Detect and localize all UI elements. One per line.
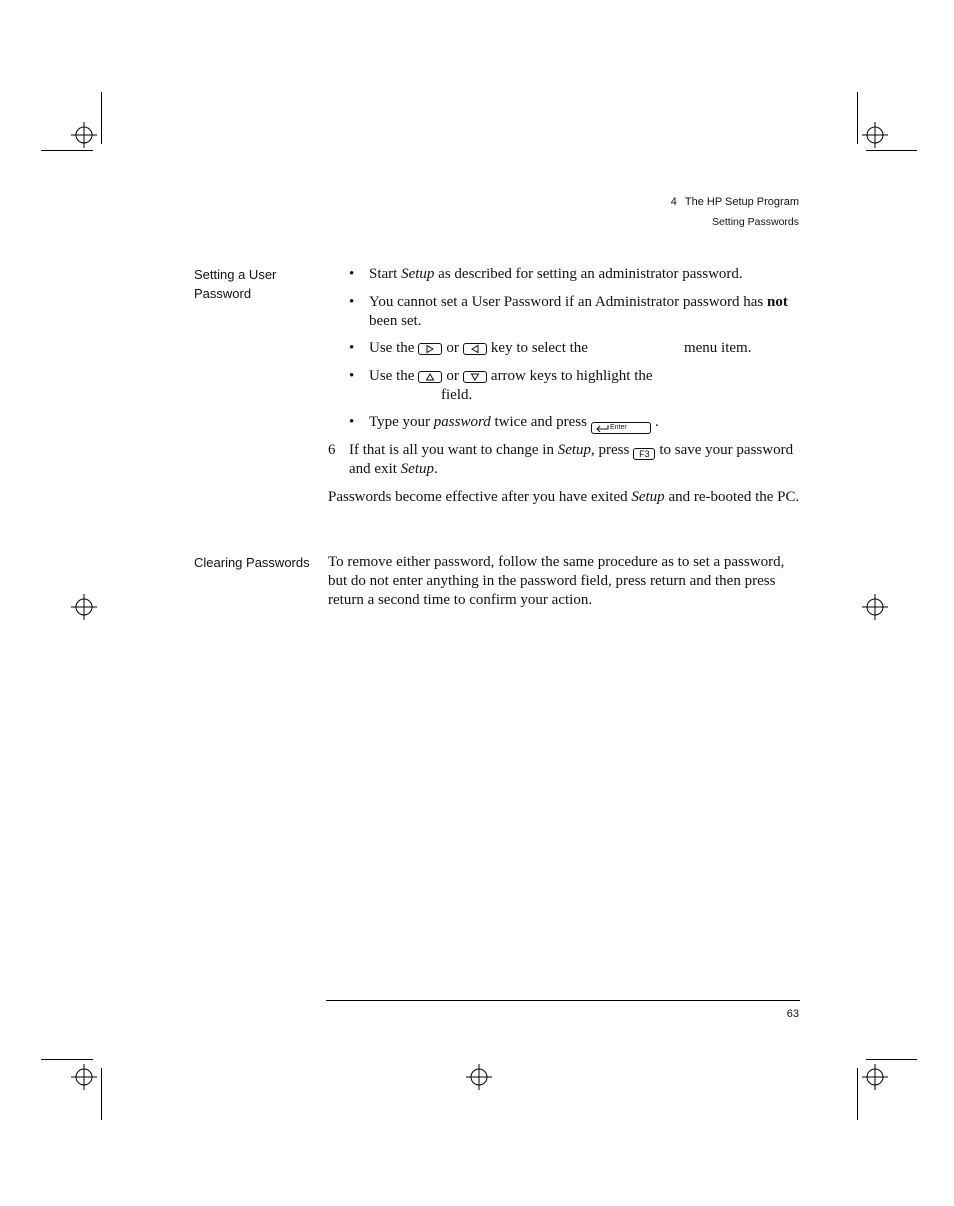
page-number: 63 — [786, 1008, 799, 1020]
registration-mark-icon — [71, 1064, 97, 1090]
right-arrow-key-icon — [418, 343, 442, 355]
up-arrow-key-icon — [418, 371, 442, 383]
text-run: field. — [441, 387, 473, 403]
password-emphasis: password — [433, 414, 491, 430]
list-item-text — [369, 293, 809, 331]
registration-mark-icon — [71, 122, 97, 148]
text-run: Passwords become effective after you have exited — [328, 489, 632, 505]
enter-key-label: Enter — [609, 424, 627, 431]
setup-emphasis: Setup — [401, 266, 435, 282]
bullet-glyph: • — [349, 414, 355, 430]
text-run: . — [654, 414, 659, 430]
left-arrow-key-icon — [463, 343, 487, 355]
paragraph — [328, 488, 800, 507]
heading-line: Password — [194, 286, 252, 301]
text-run: as described for setting an administrator password. — [434, 266, 743, 282]
registration-mark-icon — [862, 1064, 888, 1090]
text-run: and re-booted the PC. — [664, 489, 800, 505]
section-heading-user-password — [194, 265, 314, 303]
text-run: You cannot set a User Password if an Administrator password has — [369, 294, 768, 310]
text-run: If that is all you want to change in — [349, 442, 558, 458]
text-run: been set. — [369, 313, 422, 329]
setup-emphasis: Setup — [557, 442, 592, 458]
registration-mark-icon — [862, 594, 888, 620]
heading-line: Setting a User — [194, 267, 277, 282]
text-run: Type your — [369, 414, 434, 430]
setup-emphasis: Setup — [631, 489, 665, 505]
text-run: twice and press — [490, 414, 587, 430]
registration-mark-icon — [466, 1064, 492, 1090]
text-run: Use the — [369, 340, 415, 356]
list-item-text — [369, 265, 809, 284]
text-run: or — [446, 368, 459, 384]
list-item-text — [369, 367, 809, 405]
text-run: key to select the — [490, 340, 588, 356]
registration-mark-icon — [862, 122, 888, 148]
step-number: 6 — [328, 442, 336, 458]
bullet-glyph: • — [349, 294, 355, 310]
text-run: Use the — [369, 368, 415, 384]
text-run: . — [433, 461, 438, 477]
bullet-glyph: • — [349, 340, 355, 356]
crop-mark-top-left-horizontal — [41, 150, 93, 151]
text-run: Start — [369, 266, 402, 282]
chapter-number: 4 — [670, 196, 677, 208]
text-run: to save your password and exit — [349, 442, 794, 477]
section-heading-clearing-passwords: Clearing Passwords — [194, 555, 310, 570]
crop-mark-top-left-vertical — [101, 92, 102, 144]
crop-mark-top-right-vertical — [857, 92, 858, 144]
text-run: or — [446, 340, 459, 356]
text-run: , press — [591, 442, 630, 458]
paragraph: To remove either password, follow the same procedure as to set a password, but do not enter anything in the password field, press return and then press return a second time to confirm your action. — [328, 554, 785, 608]
not-emphasis: not — [767, 294, 788, 310]
footer-rule — [326, 1000, 800, 1001]
crop-mark-bottom-left-vertical — [101, 1068, 102, 1120]
crop-mark-bottom-left-horizontal — [41, 1059, 93, 1060]
bullet-glyph: • — [349, 266, 355, 282]
f3-key-icon: F3 — [633, 448, 655, 460]
text-run: arrow keys to highlight the — [490, 368, 653, 384]
enter-key-icon — [591, 422, 651, 434]
step-text — [349, 441, 799, 479]
chapter-title: The HP Setup Program — [684, 196, 799, 208]
running-header-section: Setting Passwords — [712, 216, 799, 228]
bullet-glyph: • — [349, 368, 355, 384]
crop-mark-bottom-right-vertical — [857, 1068, 858, 1120]
list-item-text — [369, 339, 809, 358]
registration-mark-icon — [71, 594, 97, 620]
running-header-chapter — [671, 196, 799, 208]
crop-mark-top-right-horizontal — [866, 150, 917, 151]
down-arrow-key-icon — [463, 371, 487, 383]
text-run: menu item. — [683, 340, 752, 356]
setup-emphasis: Setup — [400, 461, 434, 477]
list-item-text — [369, 413, 809, 434]
crop-mark-bottom-right-horizontal — [866, 1059, 917, 1060]
